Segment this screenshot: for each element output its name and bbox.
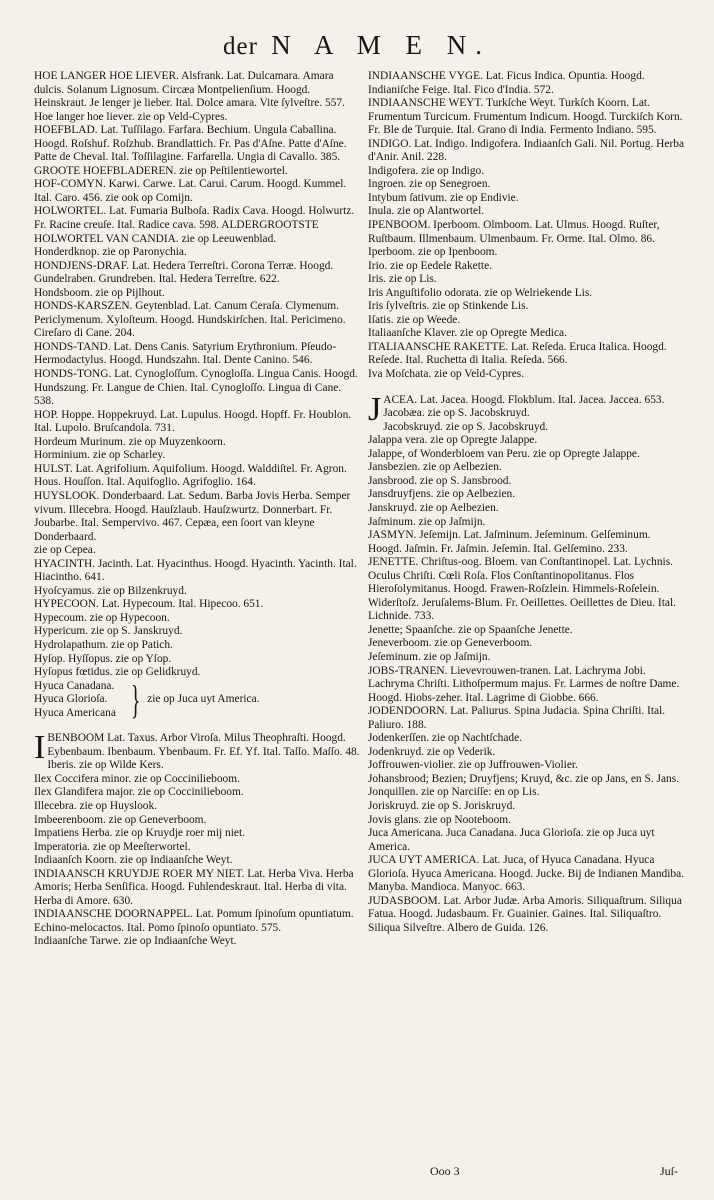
entry: INDIAANSCHE VYGE. Lat. Ficus Indica. Opuntia. Hoogd. Indianiſche Feige. Ital. Fico d'India. 572. <box>368 70 645 96</box>
entry: Jonquillen. zie op Narciſſe: en op Lis. <box>368 786 540 799</box>
entry: Joffrouwen-violier. zie op Juffrouwen-Violier. <box>368 759 578 772</box>
entry: Hyoſcyamus. zie op Bilzenkruyd. <box>34 584 187 597</box>
left-column <box>34 70 362 949</box>
entry: Juca Americana. Juca Canadana. Juca Glorioſa. zie op Juca uyt America. <box>368 827 655 853</box>
drop-initial-j: J <box>368 390 382 428</box>
entry: INDIAANSCHE DOORNAPPEL. Lat. Pomum ſpinoſum opuntiatum. Echino-melocactos. Ital. Pomo ſpinoſo opuntiato. 575. <box>34 908 354 934</box>
entry: Imbeerenboom. zie op Geneverboom. <box>34 813 207 826</box>
entry: JODENDOORN. Lat. Paliurus. Spina Judacia. Spina Chriſti. Ital. Paliuro. 188. <box>368 705 666 731</box>
entry: Iperboom. zie op Ipenboom. <box>368 246 498 259</box>
entry: JUCA UYT AMERICA. Lat. Juca, of Hyuca Canadana. Hyuca Glorioſa. Hyuca Americana. Hoogd. Jucke. Bij de Indianen Mandiba. Manyba. Mandioca. Manyoc. 663. <box>368 854 685 894</box>
entry: JUDASBOOM. Lat. Arbor Judæ. Arba Amoris. Siliquaſtrum. Siliqua Fatua. Hoogd. Judasbaum. Fr. Guainier. Gaines. Ital. Siliquaſtro. Siliqua Silveſtre. Albero de Guida. 126. <box>368 894 682 934</box>
entry: HONDJENS-DRAF. Lat. Hedera Terreſtri. Corona Terræ. Hoogd. Gundelraben. Grundreben. Ital. Hedera Terreſtre. 622. <box>34 259 334 286</box>
entry: BENBOOM Lat. Taxus. Arbor Viroſa. Milus Theophraſti. Hoogd. Eybenbaum. Ibenbaum. Ybenbaum. Fr. Ef. Yf. Ital. Taſſo. Maſſo. 48. <box>47 732 360 758</box>
entry: Jaſminum. zie op Jaſmijn. <box>368 515 486 528</box>
header-der: der <box>223 33 258 60</box>
entry: HYACINTH. Jacinth. Lat. Hyacinthus. Hoogd. Hyacinth. Yacinth. Ital. Hiacintho. 641. <box>34 557 357 584</box>
entry: IPENBOOM. Iperboom. Olmboom. Lat. Ulmus. Hoogd. Ruſter, Ruſtbaum. Illmenbaum. Ulmenbaum. Fr. Orme. Ital. Olmo. 86. <box>368 219 660 245</box>
hyuca-brace-group <box>34 676 362 722</box>
entry: HOLWORTEL. Lat. Fumaria Bulboſa. Radix Cava. Hoogd. Holwurtz. Fr. Racine creuſe. Ital. Radice cava. 598. ALDERGROOTSTE HOLWORTEL VAN CANDIA. zie op Leeuwenblad. <box>34 205 355 245</box>
brace-names <box>34 680 124 721</box>
catchword: Juſ- <box>660 1164 678 1178</box>
entry: Jovis glans. zie op Nooteboom. <box>368 813 512 826</box>
entry: INDIAANSCH KRUYDJE ROER MY NIET. Lat. Herba Viva. Herba Amoris; Herba Senſifica. Hoogd. Fuhlendeskraut. Ital. Herba di vita. Herba di Amore. 630. <box>34 867 354 907</box>
entry: HOE LANGER HOE LIEVER. Alsfrank. Lat. Dulcamara. Amara dulcis. Solanum Lignosum. Circæa Montpelienſium. Hoogd. Heinskraut. Je lenger je lieber. Ital. Dolce amara. Vite ſylveſtre. 557. <box>34 70 345 110</box>
entry: JASMYN. Jeſemijn. Lat. Jaſminum. Jeſeminum. Gelſeminum. Hoogd. Jaſmin. Fr. Jaſmin. Jeſemin. Ital. Gelſemino. 233. <box>368 529 651 555</box>
entry: Illecebra. zie op Huyslook. <box>34 799 158 812</box>
entry: Jeneverboom. zie op Geneverboom. <box>368 637 533 650</box>
left-entries-i <box>34 729 362 949</box>
entry: Hyſop. Hyſſopus. zie op Yſop. <box>34 652 172 665</box>
entry: INDIGO. Lat. Indigo. Indigofera. Indiaanſch Gali. Nil. Portug. Herba d'Anir. Anil. 228. <box>368 137 685 164</box>
entry: Joriskruyd. zie op S. Joriskruyd. <box>368 799 516 812</box>
entry: HOEFBLAD. Lat. Tuſſilago. Farfara. Bechium. Ungula Caballina. Hoogd. Roſshuf. Roſzhub. Brandlattich. Fr. Pas d'Aſne. Patte d'Aſne. Patte de Cheval. Ital. Toſſilagine. Farfarella. Ungia di Cavallo. 385. GROOTE HOEFBLADEREN. zie op Peſtilentiewortel. <box>34 124 347 177</box>
entry: Jodenkruyd. zie op Vederik. <box>368 745 496 758</box>
entry: Jansbezien. zie op Aelbezien. <box>368 461 502 474</box>
entry: Iberis. zie op Wilde Kers. <box>47 759 164 772</box>
entry: Jacobæa. zie op S. Jacobskruyd. <box>383 407 530 420</box>
entry: Ingroen. zie op Senegroen. <box>368 178 491 191</box>
header-namen: N A M E N. <box>271 30 491 60</box>
entry: Imperatoria. zie op Meeſterwortel. <box>34 840 191 853</box>
entry: HULST. Lat. Agrifolium. Aquifolium. Hoogd. Walddiſtel. Fr. Agron. Hous. Houſſon. Ital. Aquifoglio. Agrifoglio. 164. <box>34 462 347 489</box>
entry: Jeſeminum. zie op Jaſmijn. <box>368 650 491 663</box>
entry: HYPECOON. Lat. Hypecoum. Ital. Hipecoo. 651. <box>34 598 264 611</box>
entry: INDIAANSCHE WEYT. Turkſche Weyt. Turkſch Koorn. Lat. Frumentum Turcicum. Frumentum Indicum. Hoogd. Turckiſch Korn. Fr. Ble de Turquie. Ital. Grano di India. Fermento Indiano. 595. <box>368 97 683 137</box>
entry: Honderdknop. zie op Paronychia. <box>34 246 187 259</box>
entry: Indiaanſche Tarwe. zie op Indiaanſche Weyt. <box>34 935 237 948</box>
entry: Hordeum Murinum. zie op Muyzenkoorn. <box>34 435 226 448</box>
entry: Jalappe, of Wonderbloem van Peru. zie op Opregte Jalappe. <box>368 447 640 460</box>
entry: HONDS-TAND. Lat. Dens Canis. Satyrium Erythronium. Pſeudo-Hermodactylus. Hoogd. Hundszahn. Ital. Dente Canino. 546. <box>34 340 337 367</box>
entry: Hydrolapathum. zie op Patich. <box>34 638 173 651</box>
entry: Intybum ſativum. zie op Endivie. <box>368 191 519 204</box>
signature-mark: Ooo 3 <box>430 1164 460 1178</box>
entry: Iſatis. zie op Weede. <box>368 313 461 326</box>
entry: Iris ſylveſtris. zie op Stinkende Lis. <box>368 300 529 313</box>
section-j <box>368 390 685 936</box>
entry: Jacobskruyd. zie op S. Jacobskruyd. <box>383 420 549 433</box>
entry: JENETTE. Chriſtus-oog. Bloem. van Conſtantinopel. Lat. Lychnis. Oculus Chriſti. Cœli Roſa. Flos Conſtantinopolitanus. Flos Hieroſolymitanus. Hoogd. Frawen-Roſzlein. Himmels-Roſelein. Widerſtoſz. Jeruſalems-Blum. Fr. Oeillettes. Oeillettes de Dieu. Ital. Lichnide. 733. <box>368 556 676 623</box>
brace-name: Hyuca Glorioſa. <box>34 693 108 706</box>
drop-initial-i: I <box>34 729 46 767</box>
brace-ref: zie op Juca uyt America. <box>147 693 260 706</box>
page-header <box>0 30 714 61</box>
right-entries-j <box>368 390 685 936</box>
entry: Jansdruyfjens. zie op Aelbezien. <box>368 488 516 501</box>
left-entries-h <box>34 70 362 680</box>
entry: Janskruyd. zie op Aelbezien. <box>368 501 499 514</box>
entry: Indiaanſch Koorn. zie op Indiaanſche Weyt. <box>34 854 233 867</box>
entry: ACEA. Lat. Jacea. Hoogd. Flokblum. Ital. Jacea. Jaccea. 653. <box>383 393 665 406</box>
entry: Italiaanſche Klaver. zie op Opregte Medica. <box>368 327 567 340</box>
entry: Jalappa vera. zie op Opregte Jalappe. <box>368 434 538 447</box>
entry: Hypericum. zie op S. Janskruyd. <box>34 625 183 638</box>
entry: Hypecoum. zie op Hypecoon. <box>34 611 170 624</box>
entry: HONDS-KARSZEN. Geytenblad. Lat. Canum Ceraſa. Clymenum. Periclymenum. Xyloſteum. Hoogd. Hundskirſchen. Ital. Pericimeno. Cireſaro di Cane. 204. <box>34 300 346 340</box>
entry: Iva Moſchata. zie op Veld-Cypres. <box>368 368 525 381</box>
entry: zie op Cepea. <box>34 544 96 557</box>
entry: Indigoferа. zie op Indigo. <box>368 164 485 177</box>
entry: Jodenkerſſen. zie op Nachtſchade. <box>368 732 523 745</box>
entry: Hoe langer hoe liever. zie op Veld-Cypres. <box>34 110 228 123</box>
entry: ITALIAANSCHE RAKETTE. Lat. Reſeda. Eruca Italica. Hoogd. Reſede. Ital. Ruchetta di Italia. Reſeda. 566. <box>368 340 667 367</box>
entry: Johansbrood; Bezien; Druyfjens; Kruyd, &c. zie op Jans, en S. Jans. <box>368 772 679 785</box>
entry: HOF-COMYN. Karwi. Carwe. Lat. Carui. Carum. Hoogd. Kummel. Ital. Caro. 456. zie ook op Comijn. <box>34 178 347 204</box>
entry: Hyſopus fœtidus. zie op Gelidkruyd. <box>34 666 201 679</box>
right-entries-i <box>368 70 684 382</box>
entry: HONDS-TONG. Lat. Cynogloſſum. Cynogloſſa. Lingua Canis. Hoogd. Hundszung. Fr. Langue de Chien. Ital. Cynogloſſo. Lingua di Cane. 538. <box>34 368 358 408</box>
right-column <box>368 70 684 935</box>
entry: Iris. zie op Lis. <box>368 273 437 286</box>
entry: HOP. Hoppe. Hoppekruyd. Lat. Lupulus. Hoogd. Hopff. Fr. Houblon. Ital. Lupolo. Bruſcandola. 731. <box>34 408 352 435</box>
entry: Horminium. zie op Scharley. <box>34 449 166 462</box>
entry: Jansbrood. zie op S. Jansbrood. <box>368 474 512 487</box>
entry: Iris Anguſtifolio odorata. zie op Welriekende Lis. <box>368 286 593 299</box>
section-i <box>34 729 362 949</box>
entry: Inula. zie op Alantwortel. <box>368 205 485 218</box>
entry: HUYSLOOK. Donderbaard. Lat. Sedum. Barba Jovis Herba. Semper vivum. Illecebra. Hoogd. Hauſzlaub. Hauſzwurtz. Donnerbart. Fr. Joubarbe. Ital. Sempervivo. 467. Cepæa, een ſoort van kleyne Donderbaard. <box>34 489 351 543</box>
entry: Jenette; Spaanſche. zie op Spaanſche Jenette. <box>368 623 573 636</box>
entry: Irio. zie op Eedele Rakette. <box>368 259 492 272</box>
entry: Ilex Coccifera minor. zie op Coccinilieboom. <box>34 772 240 785</box>
entry: JOBS-TRANEN. Lievevrouwen-tranen. Lat. Lachryma Jobi. Lachryma Chriſti. Lithoſpermum majus. Fr. Larmes de noſtre Dame. Hoogd. Hiobs-zeher. Ital. Lagrime di Giobbe. 666. <box>368 664 680 704</box>
brace-name: Hyuca Canadana. <box>34 679 115 692</box>
brace-glyph: } <box>130 676 141 722</box>
entry: Ilex Glandifera major. zie op Coccinilieboom. <box>34 786 244 799</box>
entry: Impatiens Herba. zie op Kruydje roer mij niet. <box>34 827 245 840</box>
entry: Hondsboom. zie op Pijlhout. <box>34 286 165 299</box>
brace-name: Hyuca Americana <box>34 706 116 719</box>
